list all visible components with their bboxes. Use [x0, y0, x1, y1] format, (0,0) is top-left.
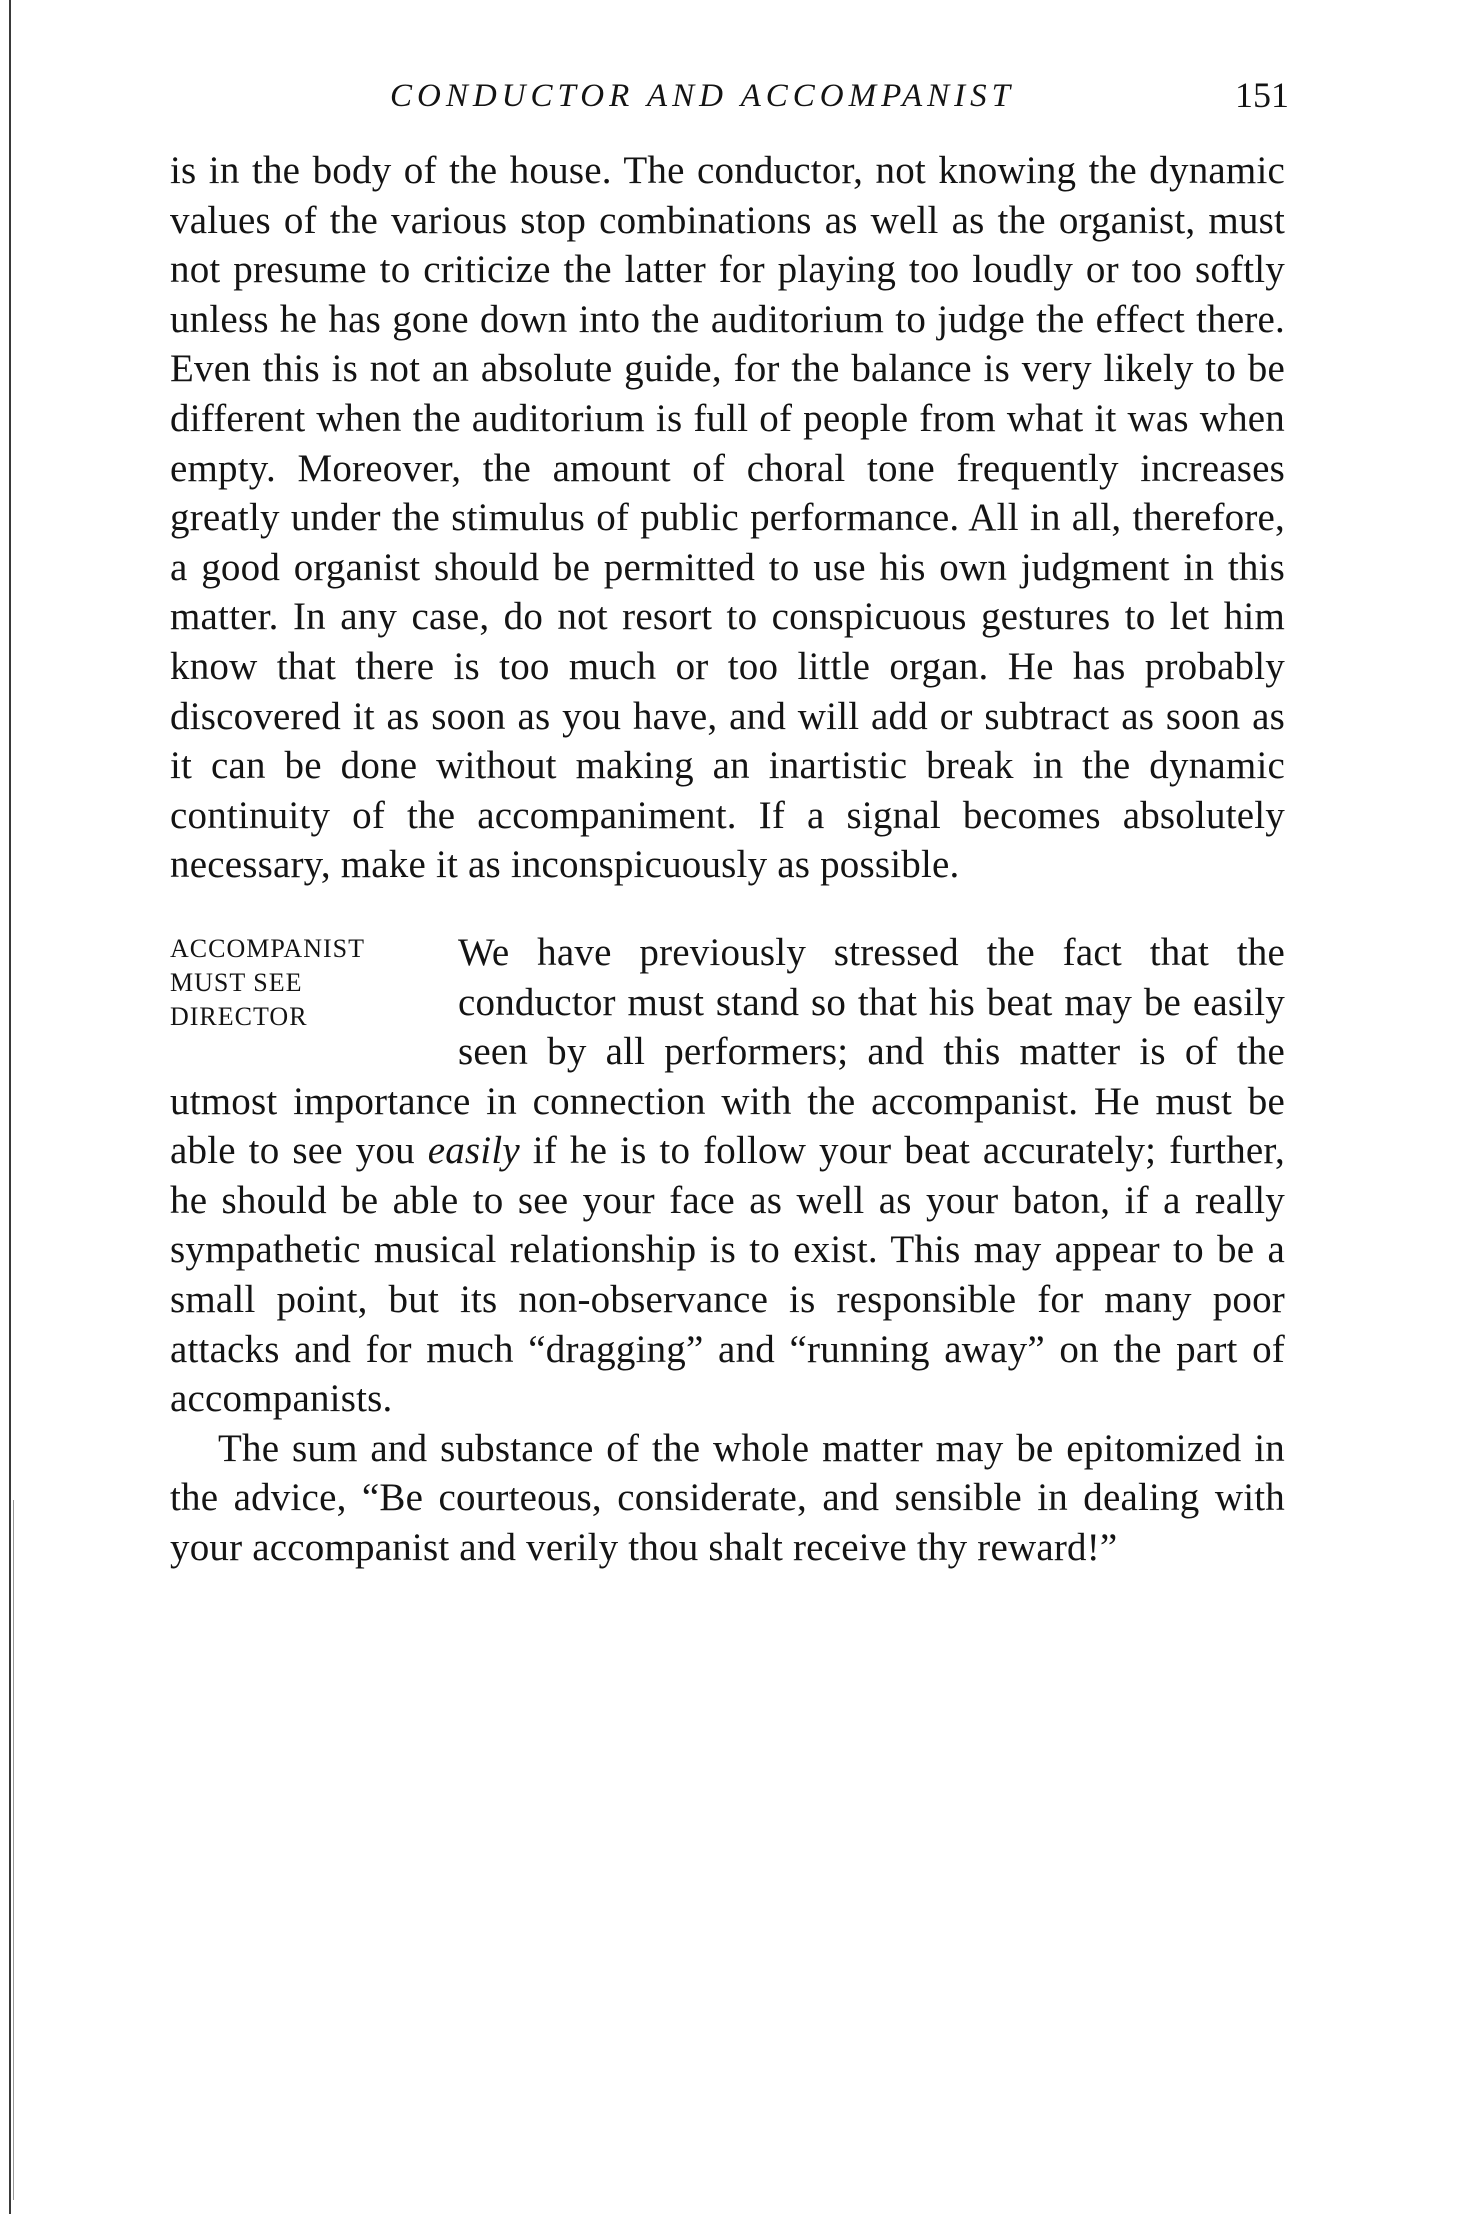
page-header [170, 70, 1289, 130]
paragraph-organ-balance: is in the body of the house. The conductor, not knowing the dynamic values of the various stop combinations as well as the organist, must not presume to criticize the latter for playing too loudly or too softly unless he has gone down into the auditorium to judge the effect there. Even this is not an absolute guide, for the balance is very likely to be different when the auditorium is full of people from what it was when empty. Moreover, the amount of choral tone frequently increases greatly under the stimulus of public performance. All in all, therefore, a good organist should be permitted to use his own judgment in this matter. In any case, do not resort to conspicuous gestures to let him know that there is too much or too little organ. He has probably discovered it as soon as you have, and will add or subtract as soon as it can be done without making an inartistic break in the dynamic continuity of the accompaniment. If a signal becomes absolutely necessary, make it as inconspicuously as possible. [170, 149, 1285, 887]
margin-sidenote [170, 932, 440, 1034]
page-edge-line-faint [13, 1500, 14, 2200]
paragraph-2-text-end: if he is to follow your beat accurately; further, he should be able to see your face as well as your baton, if a really sympathetic musical relationship is to exist. This may appear to be a small point, but its non-observance is responsible for many poor attacks and for much “dragging” and “running away” on the part of accompanists. [170, 1129, 1285, 1421]
emphasized-word: easily [427, 1129, 520, 1173]
sidenote-line: DIRECTOR [170, 1001, 308, 1031]
paragraph-summary-advice: The sum and substance of the whole matter may be epitomized in the advice, “Be courteous, considerate, and sensible in dealing with your accompanist and verily thou shalt receive thy reward!” [170, 1426, 1285, 1570]
paragraph-2-text-start: We have previously stressed the fact that the conductor must stand so that his beat may be easily seen by all performers; and this matter is of the utmost importance in connection with the accompanist. He must be able to see you [170, 930, 1285, 1173]
sidenote-line: ACCOMPANIST [170, 933, 365, 963]
section-accompanist-must-see-director [170, 928, 1285, 1424]
sidenote-line: MUST SEE [170, 967, 303, 997]
page-number: 151 [1235, 75, 1289, 115]
page-edge-line [9, 0, 11, 2214]
book-page [170, 70, 1289, 1573]
running-title: CONDUCTOR AND ACCOMPANIST [390, 78, 1015, 114]
